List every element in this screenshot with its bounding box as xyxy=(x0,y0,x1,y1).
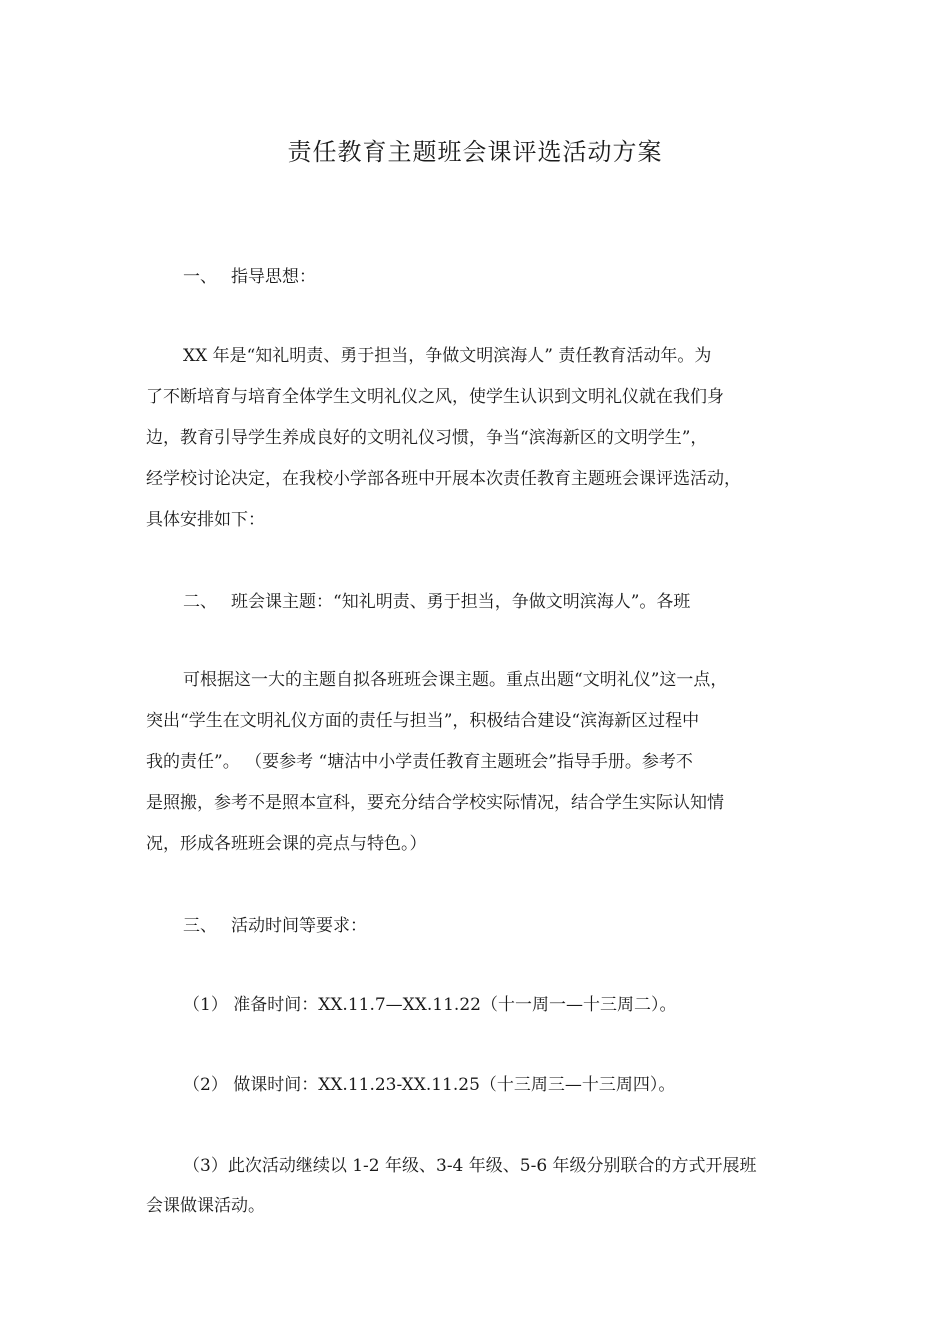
section-2-number: 二、 xyxy=(183,592,217,612)
paragraph-line: 具体安排如下： xyxy=(146,510,265,530)
paragraph-line: 边，教育引导学生养成良好的文明礼仪习惯，争当“滨海新区的文明学生”， xyxy=(146,428,708,448)
section-3-title: 活动时间等要求： xyxy=(231,916,367,936)
paragraph-line: 可根据这一大的主题自拟各班班会课主题。重点出题“文明礼仪”这一点， xyxy=(183,670,728,690)
section-1-paragraph xyxy=(146,336,826,541)
paragraph-line: XX 年是“知礼明责、勇于担当，争做文明滨海人” 责任教育活动年。为 xyxy=(183,346,712,366)
schedule-item-1: （1） 准备时间：XX.11.7—XX.11.22（十一周一—十三周二）。 xyxy=(183,995,677,1015)
paragraph-line: 是照搬，参考不是照本宣科，要充分结合学校实际情况，结合学生实际认知情 xyxy=(146,793,724,813)
paragraph-line: 了不断培育与培育全体学生文明礼仪之风，使学生认识到文明礼仪就在我们身 xyxy=(146,387,724,407)
section-1-title: 指导思想： xyxy=(231,267,316,287)
section-3-heading xyxy=(183,914,367,938)
section-2-paragraph xyxy=(146,660,826,865)
section-1-number: 一、 xyxy=(183,267,217,287)
paragraph-line: 突出“学生在文明礼仪方面的责任与担当”，积极结合建设“滨海新区过程中 xyxy=(146,711,700,731)
schedule-item-3-continuation: 会课做课活动。 xyxy=(146,1196,265,1216)
paragraph-line: 经学校讨论决定，在我校小学部各班中开展本次责任教育主题班会课评选活动， xyxy=(146,469,741,489)
section-3-number: 三、 xyxy=(183,916,217,936)
paragraph-line: 况，形成各班班会课的亮点与特色。） xyxy=(146,834,427,854)
schedule-item-3: （3）此次活动继续以 1-2 年级、3-4 年级、5-6 年级分别联合的方式开展班 xyxy=(183,1156,757,1176)
section-2-heading xyxy=(183,590,690,614)
section-1-heading xyxy=(183,265,316,289)
schedule-item-2: （2） 做课时间：XX.11.23-XX.11.25（十三周三—十三周四）。 xyxy=(183,1075,676,1095)
paragraph-line: 我的责任”。 （要参考 “塘沽中小学责任教育主题班会”指导手册。参考不 xyxy=(146,752,693,772)
document-title: 责任教育主题班会课评选活动方案 xyxy=(287,138,663,166)
section-2-title: 班会课主题：“知礼明责、勇于担当，争做文明滨海人”。各班 xyxy=(231,592,691,612)
